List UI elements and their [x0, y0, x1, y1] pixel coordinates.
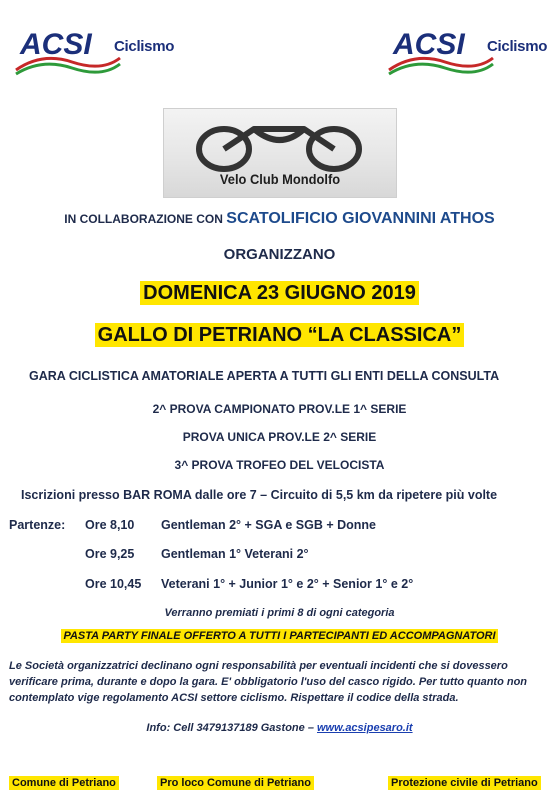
- acsi-mark-icon: [385, 22, 495, 82]
- event-date-row: [0, 282, 559, 305]
- collaboration-prefix: IN COLLABORAZIONE CON: [64, 212, 223, 226]
- start-categories-2: Gentleman 1° Veterani 2°: [161, 547, 309, 561]
- race-description: GARA CICLISTICA AMATORIALE APERTA A TUTTI GLI ENTI DELLA CONSULTA: [29, 369, 500, 383]
- event-title-row: [0, 324, 559, 347]
- acsi-mark-icon: [12, 22, 122, 82]
- registration-info: Iscrizioni presso BAR ROMA dalle ore 7 – Circuito di 5,5 km da ripetere più volte: [21, 488, 498, 502]
- event-title: GALLO DI PETRIANO “LA CLASSICA”: [95, 323, 465, 347]
- footer-sponsor-1: Comune di Petriano: [9, 777, 119, 789]
- footer-sponsor-3: Protezione civile di Petriano: [388, 777, 541, 789]
- start-time-2: Ore 9,25: [85, 547, 135, 561]
- collaboration-line: [0, 210, 559, 228]
- start-categories-3: Veterani 1° + Junior 1° e 2° + Senior 1° e 2°: [161, 577, 414, 591]
- disclaimer: Le Società organizzatrici declinano ogni responsabilità per eventuali incidenti che si dovessero verificare prima, durante e dopo la gara. E' obbligatorio l'uso del casco rigido. Per tutto quanto non contemplato vige regolamento ACSI settore ciclismo. Rispettare il codice della strada.: [9, 660, 528, 704]
- company-name: SCATOLIFICIO GIOVANNINI ATHOS: [226, 210, 495, 227]
- prizes-note: Verranno premiati i primi 8 di ogni categoria: [164, 607, 395, 619]
- logo-word-right: Ciclismo: [487, 38, 548, 55]
- website-link[interactable]: www.acsipesaro.it: [317, 722, 413, 734]
- info-contact: Info: Cell 3479137189 Gastone –: [146, 722, 317, 734]
- start-time-3: Ore 10,45: [85, 577, 142, 591]
- start-time-1: Ore 8,10: [85, 518, 135, 532]
- bicycle-icon: [192, 117, 368, 173]
- prova-line-1: 2^ PROVA CAMPIONATO PROV.LE 1^ SERIE: [152, 402, 407, 416]
- start-categories-1: Gentleman 2° + SGA e SGB + Donne: [161, 518, 377, 532]
- prova-line-3: 3^ PROVA TROFEO DEL VELOCISTA: [174, 458, 385, 472]
- organize-line: ORGANIZZANO: [223, 246, 336, 263]
- pasta-party-note: PASTA PARTY FINALE OFFERTO A TUTTI I PARTECIPANTI ED ACCOMPAGNATORI: [63, 630, 496, 642]
- svg-text:ACSI: ACSI: [393, 28, 465, 61]
- info-line: [0, 722, 559, 734]
- prova-line-2: PROVA UNICA PROV.LE 2^ SERIE: [182, 430, 377, 444]
- footer-sponsor-2: Pro loco Comune di Petriano: [157, 777, 314, 789]
- acsi-logo-left: [12, 22, 175, 92]
- velo-club-logo: [163, 108, 397, 198]
- svg-text:ACSI: ACSI: [20, 28, 92, 61]
- event-date: DOMENICA 23 GIUGNO 2019: [140, 281, 419, 305]
- pasta-party-row: [0, 630, 559, 642]
- logo-word-left: Ciclismo: [114, 38, 175, 55]
- club-name: Velo Club Mondolfo: [219, 171, 341, 187]
- acsi-logo-right: [385, 22, 548, 92]
- starts-label: Partenze:: [9, 518, 66, 532]
